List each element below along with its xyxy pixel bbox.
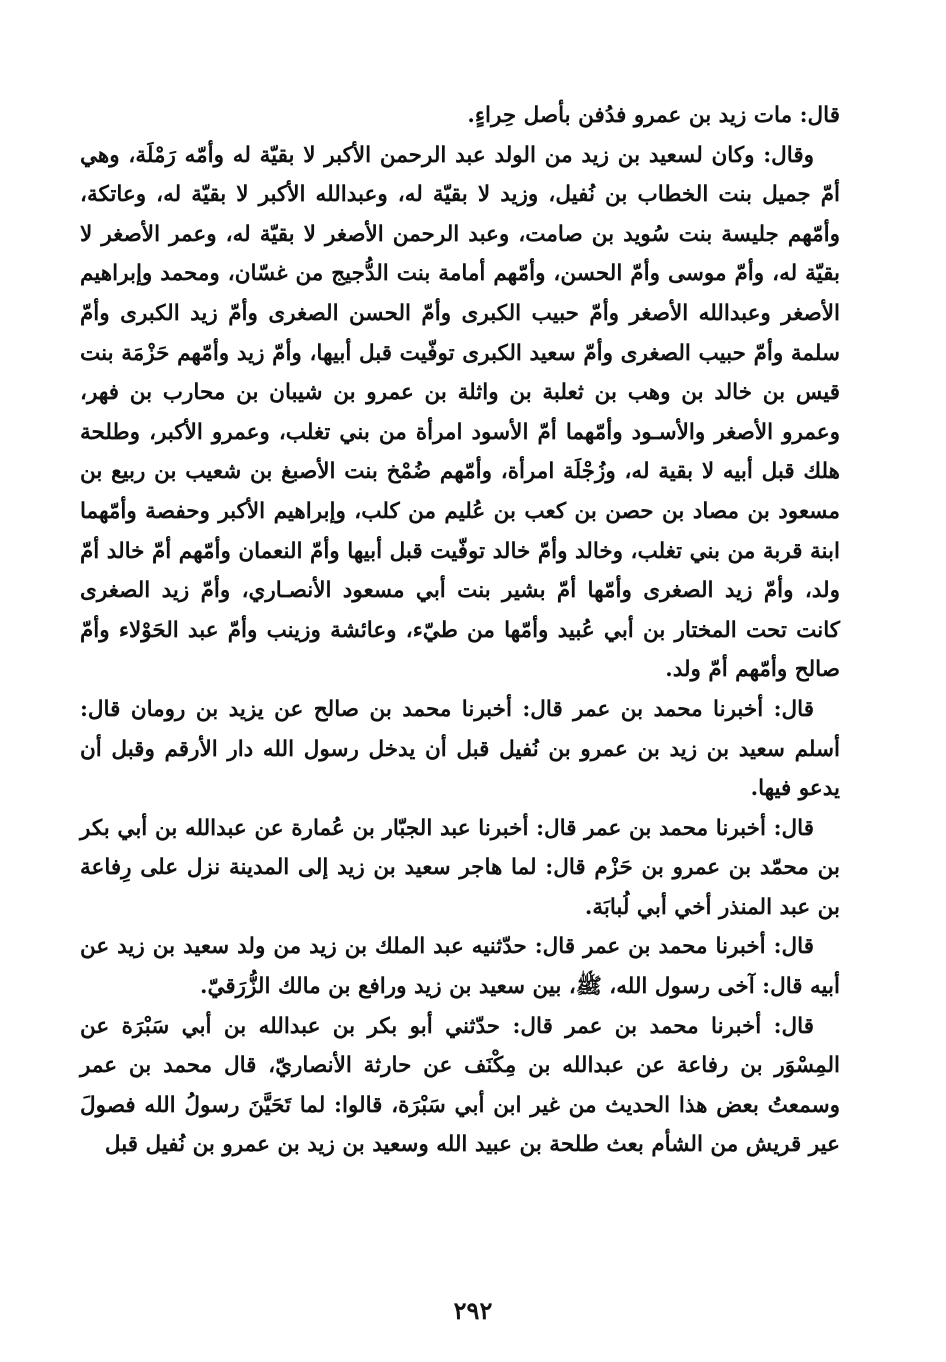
paragraph-brotherhood: قال: أخبرنا محمد بن عمر قال: حدّثنيه عبد الملك بن زيد من ولد سعيد بن زيد عن أبيه قال: آخى رسول الله، ﷺ، بين سعيد بن زيد ورافع بن مالك الزُّرَقيّ. <box>80 934 840 1000</box>
paragraph-death-of-zayd: قال: مات زيد بن عمرو فدُفن بأصل حِراءٍ. <box>467 103 840 128</box>
paragraph-children-of-said: وقال: وكان لسعيد بن زيد من الولد عبد الرحمن الأكبر لا بقيّة له وأمّه رَمْلَة، وهي أمّ جميل بنت الخطاب بن نُفيل، وزيد لا بقيّة له، وعبدالله الأكبر لا بقيّة له، وعاتكة، وأمّهم جليسة بنت سُويد بن صامت، وعبد الرحمن الأصغر لا بقيّة له، وعمر الأصغر لا بقيّة له، وأمّ موسى وأمّ الحسن، وأمّهم أمامة بنت الدُّجيج من غسّان، ومحمد وإبراهيم الأصغر وعبدالله الأصغر وأمّ حبيب الكبرى وأمّ الحسن الصغرى وأمّ زيد الكبرى وأمّ سلمة وأمّ حبيب الصغرى وأمّ سعيد الكبرى توفّيت قبل أبيها، وأمّ زيد وأمّهم حَزْمَة بنت قيس بن خالد بن وهب بن ثعلبة بن واثلة بن عمرو بن شيبان بن محارب بن فهر، وعمرو الأصغر والأسـود وأمّهما أمّ الأسود امرأة من بني تغلب، وعمرو الأكبر، وطلحة هلك قبل أبيه لا بقية له، وزُجْلَة امرأة، وأمّهم ضُمْخ بنت الأصبغ بن شعيب بن ربيع بن مسعود بن مصاد بن حصن بن كعب بن عُليم من كلب، وإبراهيم الأكبر وحفصة وأمّهما ابنة قربة من بني تغلب، وخالد وأمّ خالد توفّيت قبل أبيها وأمّ النعمان وأمّهم أمّ خالد أمّ ولد، وأمّ زيد الصغرى وأمّها أمّ بشير بنت أبي مسعود الأنصـاري، وأمّ زيد الصغرى كانت تحت المختار بن أبي عُبيد وأمّها من طيّء، وعائشة وزينب وأمّ عبد الحَوْلاء وأمّ صالح وأمّهم أمّ ولد. <box>80 142 840 683</box>
page-number: ٢٩٢ <box>453 1296 493 1325</box>
page-body <box>80 96 840 1165</box>
paragraph-hijra-of-said: قال: أخبرنا محمد بن عمر قال: أخبرنا عبد الجبّار بن عُمارة عن عبدالله بن أبي بكر بن محمّد بن عمرو بن حَزْم قال: لما هاجر سعيد بن زيد إلى المدينة نزل على رِفاعة بن عبد المنذر أخي أبي لُبابَة. <box>80 815 840 920</box>
paragraph-quraysh-caravan: قال: أخبرنا محمد بن عمر قال: حدّثني أبو بكر بن عبدالله بن أبي سَبْرَة عن المِسْوَر بن رفاعة عن عبدالله بن مِكْنَف عن حارثة الأنصاريّ، قال محمد بن عمر وسمعتُ بعض هذا الحديث من غير ابن أبي سَبْرَة، قالوا: لما تَحَيَّنَ رسولُ الله فصولَ عير قريش من الشأم بعث طلحة بن عبيد الله وسعيد بن زيد بن عمرو بن نُفيل قبل <box>80 1013 840 1158</box>
paragraph-islam-of-said: قال: أخبرنا محمد بن عمر قال: أخبرنا محمد بن صالح عن يزيد بن رومان قال: أسلم سعيد بن زيد بن عمرو بن نُفيل قبل أن يدخل رسول الله دار الأرقم وقبل أن يدعو فيها. <box>80 696 840 802</box>
